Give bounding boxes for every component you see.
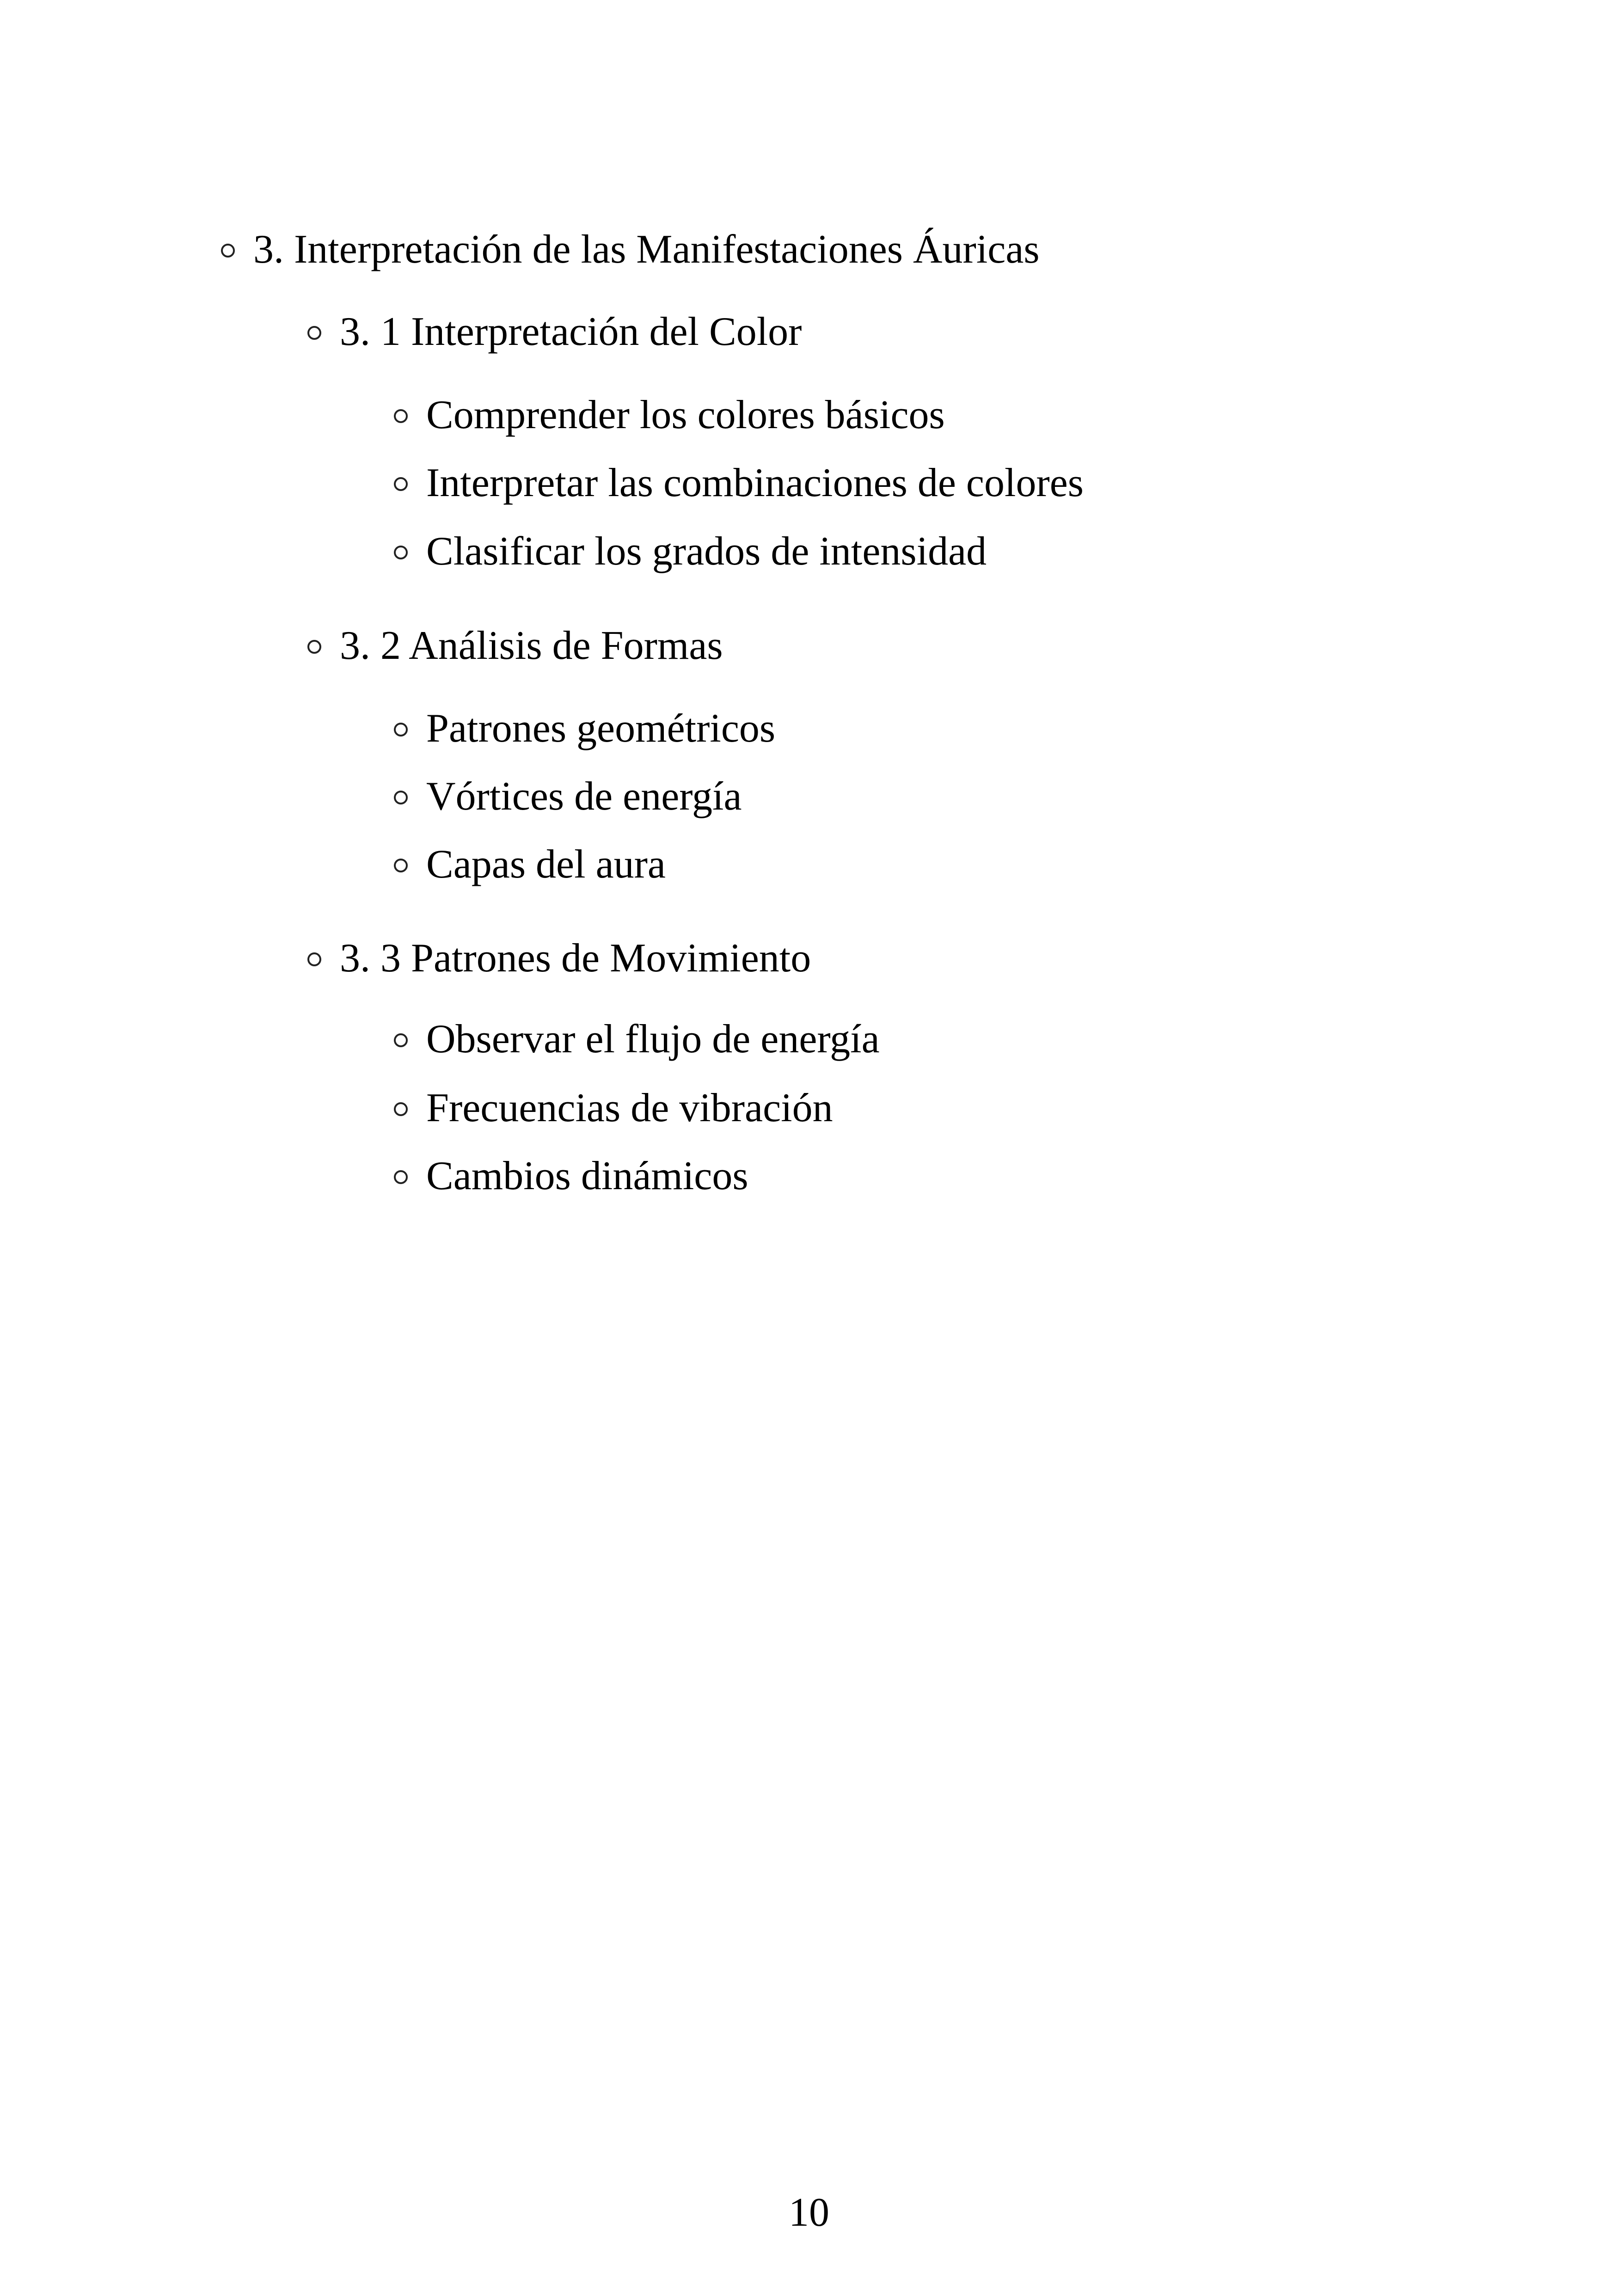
outline-section-item xyxy=(221,227,1040,273)
hollow-circle-bullet-icon xyxy=(394,1102,408,1116)
hollow-circle-bullet-icon xyxy=(394,477,408,491)
outline-list-item xyxy=(394,1153,748,1199)
outline-list-item xyxy=(394,528,987,575)
list-item-text: Cambios dinámicos xyxy=(426,1154,748,1198)
hollow-circle-bullet-icon xyxy=(394,791,408,804)
outline-subsection-item xyxy=(307,935,811,982)
outline-list-item xyxy=(394,841,666,888)
page-number: 10 xyxy=(789,2190,829,2235)
list-item-text: Frecuencias de vibración xyxy=(426,1086,833,1130)
section-title: 3. Interpretación de las Manifestaciones Áuricas xyxy=(253,227,1040,272)
hollow-circle-bullet-icon xyxy=(394,859,408,872)
hollow-circle-bullet-icon xyxy=(394,1033,408,1047)
outline-list-item xyxy=(394,774,742,820)
list-item-text: Patrones geométricos xyxy=(426,706,776,751)
list-item-text: Vórtices de energía xyxy=(426,774,742,819)
list-item-text: Capas del aura xyxy=(426,842,666,887)
list-item-text: Interpretar las combinaciones de colores xyxy=(426,460,1084,505)
subsection-title: 3. 3 Patrones de Movimiento xyxy=(340,936,811,981)
hollow-circle-bullet-icon xyxy=(394,723,408,737)
hollow-circle-bullet-icon xyxy=(221,244,235,258)
list-item-text: Observar el flujo de energía xyxy=(426,1017,880,1062)
hollow-circle-bullet-icon xyxy=(307,326,321,340)
outline-list-item xyxy=(394,706,775,752)
list-item-text: Comprender los colores básicos xyxy=(426,393,945,437)
outline-subsection-item xyxy=(307,623,723,669)
hollow-circle-bullet-icon xyxy=(307,640,321,654)
hollow-circle-bullet-icon xyxy=(307,952,321,966)
outline-list-item xyxy=(394,392,945,438)
outline-subsection-item xyxy=(307,309,802,355)
subsection-title: 3. 1 Interpretación del Color xyxy=(340,309,802,354)
outline-list-item xyxy=(394,1085,833,1131)
hollow-circle-bullet-icon xyxy=(394,546,408,559)
hollow-circle-bullet-icon xyxy=(394,1170,408,1184)
list-item-text: Clasificar los grados de intensidad xyxy=(426,529,987,574)
subsection-title: 3. 2 Análisis de Formas xyxy=(340,623,723,668)
outline-list-item xyxy=(394,460,1084,506)
outline-list-item xyxy=(394,1016,880,1062)
hollow-circle-bullet-icon xyxy=(394,409,408,423)
